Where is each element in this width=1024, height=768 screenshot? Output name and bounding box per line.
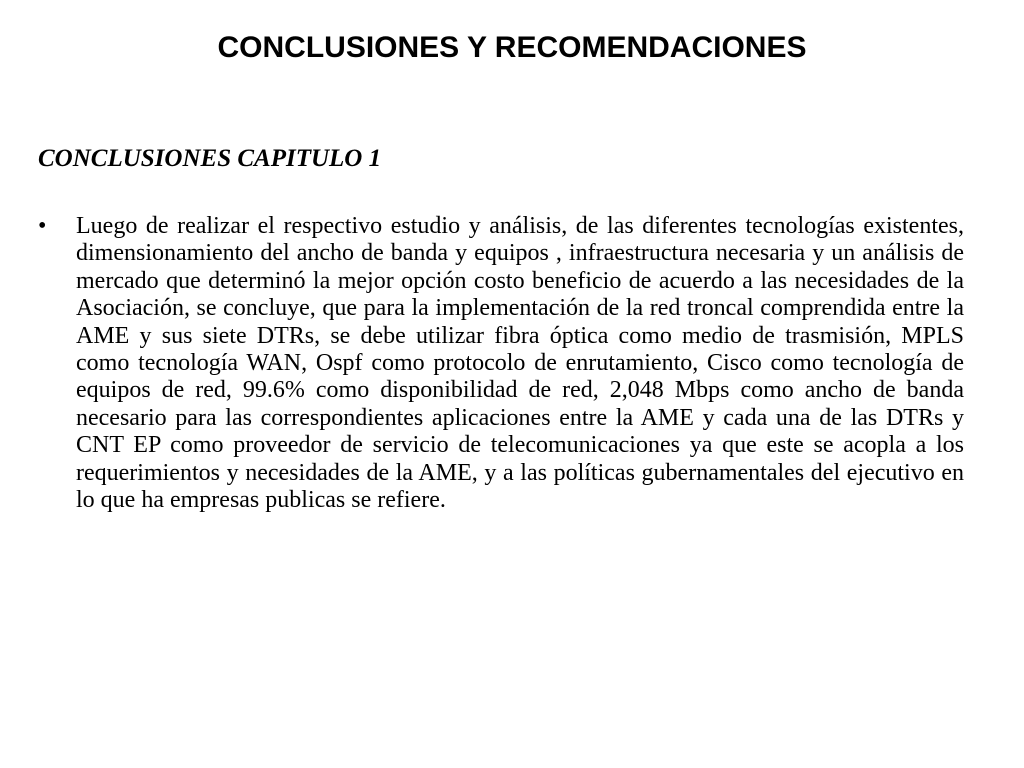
bullet-marker: • — [38, 213, 47, 239]
bullet-list — [38, 213, 964, 514]
bullet-item — [38, 213, 964, 514]
section-heading: CONCLUSIONES CAPITULO 1 — [38, 145, 382, 172]
slide-title: CONCLUSIONES Y RECOMENDACIONES — [217, 31, 807, 64]
bullet-text: Luego de realizar el respectivo estudio y análisis, de las diferentes tecnologías existentes, dimensionamiento del ancho de banda y equipos , infraestructura necesaria y un análisis de mercado que determinó la mejor opción costo beneficio de acuerdo a las necesidades de la Asociación, se concluye, que para la implementación de la red troncal comprendida entre la AME y sus siete DTRs, se debe utilizar fibra óptica como medio de trasmisión, MPLS como tecnología WAN, Ospf como protocolo de enrutamiento, Cisco como tecnología de equipos de red, 99.6% como disponibilidad de red, 2,048 Mbps como ancho de banda necesario para las correspondientes aplicaciones entre la AME y cada una de las DTRs y CNT EP como proveedor de servicio de telecomunicaciones ya que este se acopla a los requerimientos y necesidades de la AME, y a las políticas gubernamentales del ejecutivo en lo que ha empresas publicas se refiere. — [76, 213, 964, 514]
